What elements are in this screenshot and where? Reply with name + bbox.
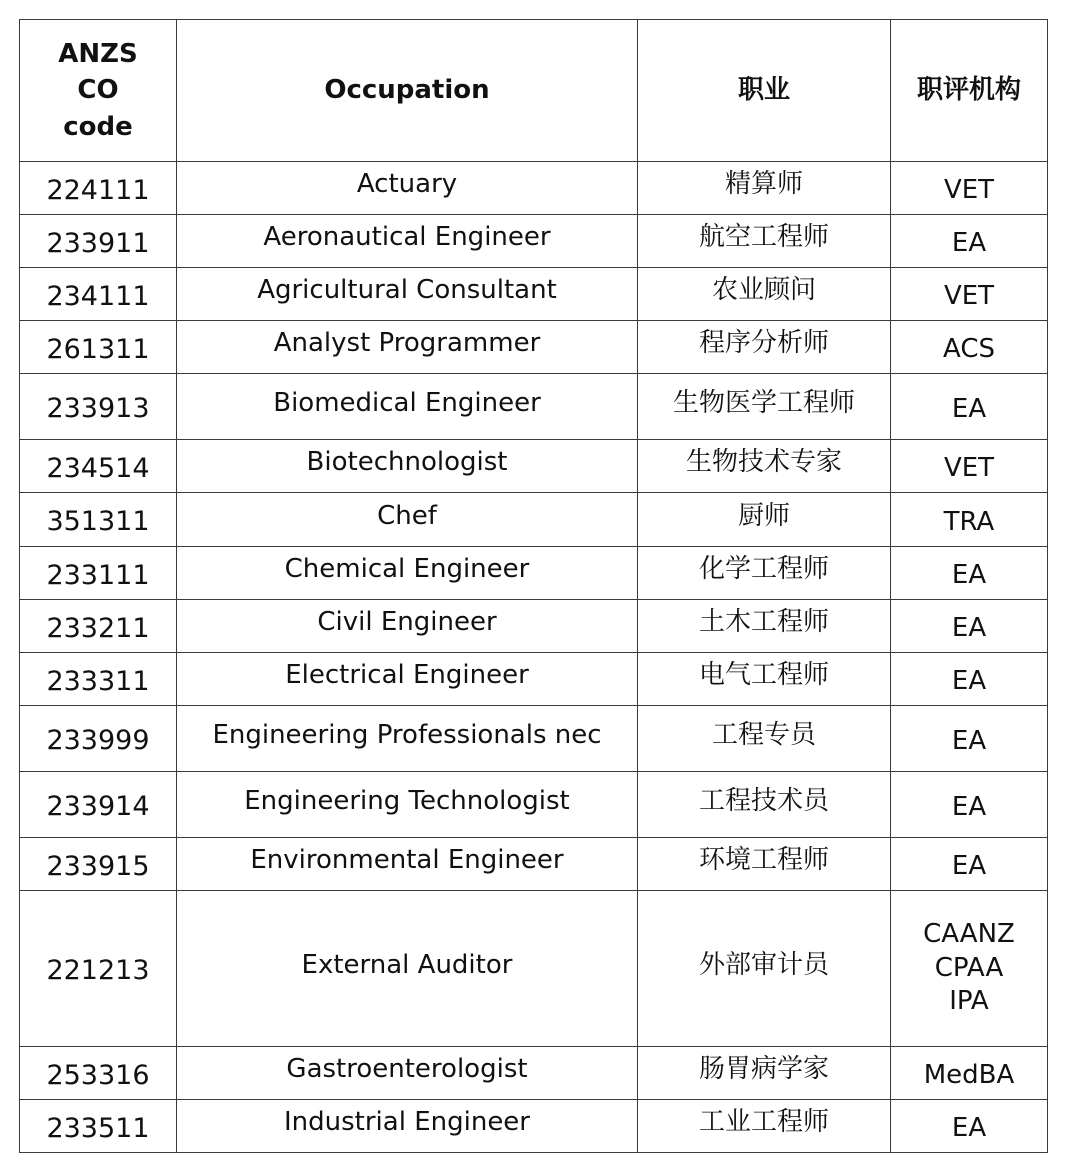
table-row — [20, 772, 1048, 838]
cell-occupation-zh: 环境工程师 — [638, 838, 891, 891]
cell-authority: VET — [891, 440, 1048, 493]
table-row — [20, 547, 1048, 600]
cell-occupation-zh: 生物医学工程师 — [638, 374, 891, 440]
table-row — [20, 215, 1048, 268]
header-code-line1: ANZS — [58, 38, 138, 69]
header-anzsco-code — [20, 20, 177, 162]
cell-occupation-zh: 工程专员 — [638, 706, 891, 772]
cell-authority: VET — [891, 268, 1048, 321]
cell-authority: EA — [891, 653, 1048, 706]
table-header — [20, 20, 1048, 162]
cell-occupation: Chemical Engineer — [177, 547, 638, 600]
cell-occupation: External Auditor — [177, 891, 638, 1047]
authority-line: IPA — [949, 986, 989, 1017]
authority-line: CPAA — [934, 952, 1004, 983]
cell-occupation-zh: 肠胃病学家 — [638, 1047, 891, 1100]
header-code-line3: code — [63, 111, 133, 142]
cell-occupation: Industrial Engineer — [177, 1100, 638, 1153]
cell-authority: ACS — [891, 321, 1048, 374]
cell-authority: EA — [891, 772, 1048, 838]
header-row — [20, 20, 1048, 162]
cell-code: 224111 — [20, 162, 177, 215]
cell-occupation-zh: 外部审计员 — [638, 891, 891, 1047]
cell-occupation-zh: 工业工程师 — [638, 1100, 891, 1153]
cell-authority: VET — [891, 162, 1048, 215]
cell-code: 253316 — [20, 1047, 177, 1100]
cell-code: 261311 — [20, 321, 177, 374]
cell-authority: EA — [891, 1100, 1048, 1153]
cell-occupation: Electrical Engineer — [177, 653, 638, 706]
cell-code: 234111 — [20, 268, 177, 321]
cell-occupation: Engineering Professionals nec — [177, 706, 638, 772]
cell-authority: EA — [891, 215, 1048, 268]
table-row — [20, 1047, 1048, 1100]
cell-code: 351311 — [20, 493, 177, 547]
cell-occupation-zh: 化学工程师 — [638, 547, 891, 600]
cell-occupation-zh: 精算师 — [638, 162, 891, 215]
cell-occupation-zh: 厨师 — [638, 493, 891, 547]
cell-code: 233999 — [20, 706, 177, 772]
cell-occupation-zh: 工程技术员 — [638, 772, 891, 838]
table-row — [20, 600, 1048, 653]
cell-code: 233111 — [20, 547, 177, 600]
cell-code: 233911 — [20, 215, 177, 268]
cell-occupation: Aeronautical Engineer — [177, 215, 638, 268]
table-body — [20, 162, 1048, 1153]
authority-line: CAANZ — [923, 918, 1015, 949]
header-occupation: Occupation — [177, 20, 638, 162]
cell-occupation: Analyst Programmer — [177, 321, 638, 374]
table-row — [20, 162, 1048, 215]
cell-occupation-zh: 电气工程师 — [638, 653, 891, 706]
cell-occupation: Agricultural Consultant — [177, 268, 638, 321]
cell-code: 234514 — [20, 440, 177, 493]
cell-occupation-zh: 航空工程师 — [638, 215, 891, 268]
cell-code: 233511 — [20, 1100, 177, 1153]
header-assessing-authority: 职评机构 — [891, 20, 1048, 162]
cell-occupation: Environmental Engineer — [177, 838, 638, 891]
table-row — [20, 268, 1048, 321]
table-row — [20, 493, 1048, 547]
cell-occupation: Engineering Technologist — [177, 772, 638, 838]
cell-occupation: Biomedical Engineer — [177, 374, 638, 440]
cell-code: 233913 — [20, 374, 177, 440]
table-row — [20, 706, 1048, 772]
cell-occupation: Civil Engineer — [177, 600, 638, 653]
cell-occupation-zh: 农业顾问 — [638, 268, 891, 321]
cell-authority: TRA — [891, 493, 1048, 547]
cell-code: 233211 — [20, 600, 177, 653]
table-row — [20, 374, 1048, 440]
table-row — [20, 653, 1048, 706]
cell-code: 233914 — [20, 772, 177, 838]
occupation-table — [19, 19, 1048, 1153]
cell-occupation-zh: 土木工程师 — [638, 600, 891, 653]
table-row — [20, 891, 1048, 1047]
cell-occupation: Actuary — [177, 162, 638, 215]
cell-authority: EA — [891, 838, 1048, 891]
cell-occupation: Biotechnologist — [177, 440, 638, 493]
table-row — [20, 321, 1048, 374]
cell-authority — [891, 891, 1048, 1047]
header-code-line2: CO — [77, 75, 119, 106]
cell-authority: EA — [891, 706, 1048, 772]
cell-occupation-zh: 程序分析师 — [638, 321, 891, 374]
cell-occupation: Chef — [177, 493, 638, 547]
table-row — [20, 838, 1048, 891]
cell-code: 233311 — [20, 653, 177, 706]
header-occupation-zh: 职业 — [638, 20, 891, 162]
cell-authority: MedBA — [891, 1047, 1048, 1100]
cell-code: 233915 — [20, 838, 177, 891]
table-row — [20, 1100, 1048, 1153]
table-row — [20, 440, 1048, 493]
cell-occupation-zh: 生物技术专家 — [638, 440, 891, 493]
cell-authority: EA — [891, 600, 1048, 653]
cell-authority: EA — [891, 547, 1048, 600]
cell-authority: EA — [891, 374, 1048, 440]
cell-occupation: Gastroenterologist — [177, 1047, 638, 1100]
cell-code: 221213 — [20, 891, 177, 1047]
